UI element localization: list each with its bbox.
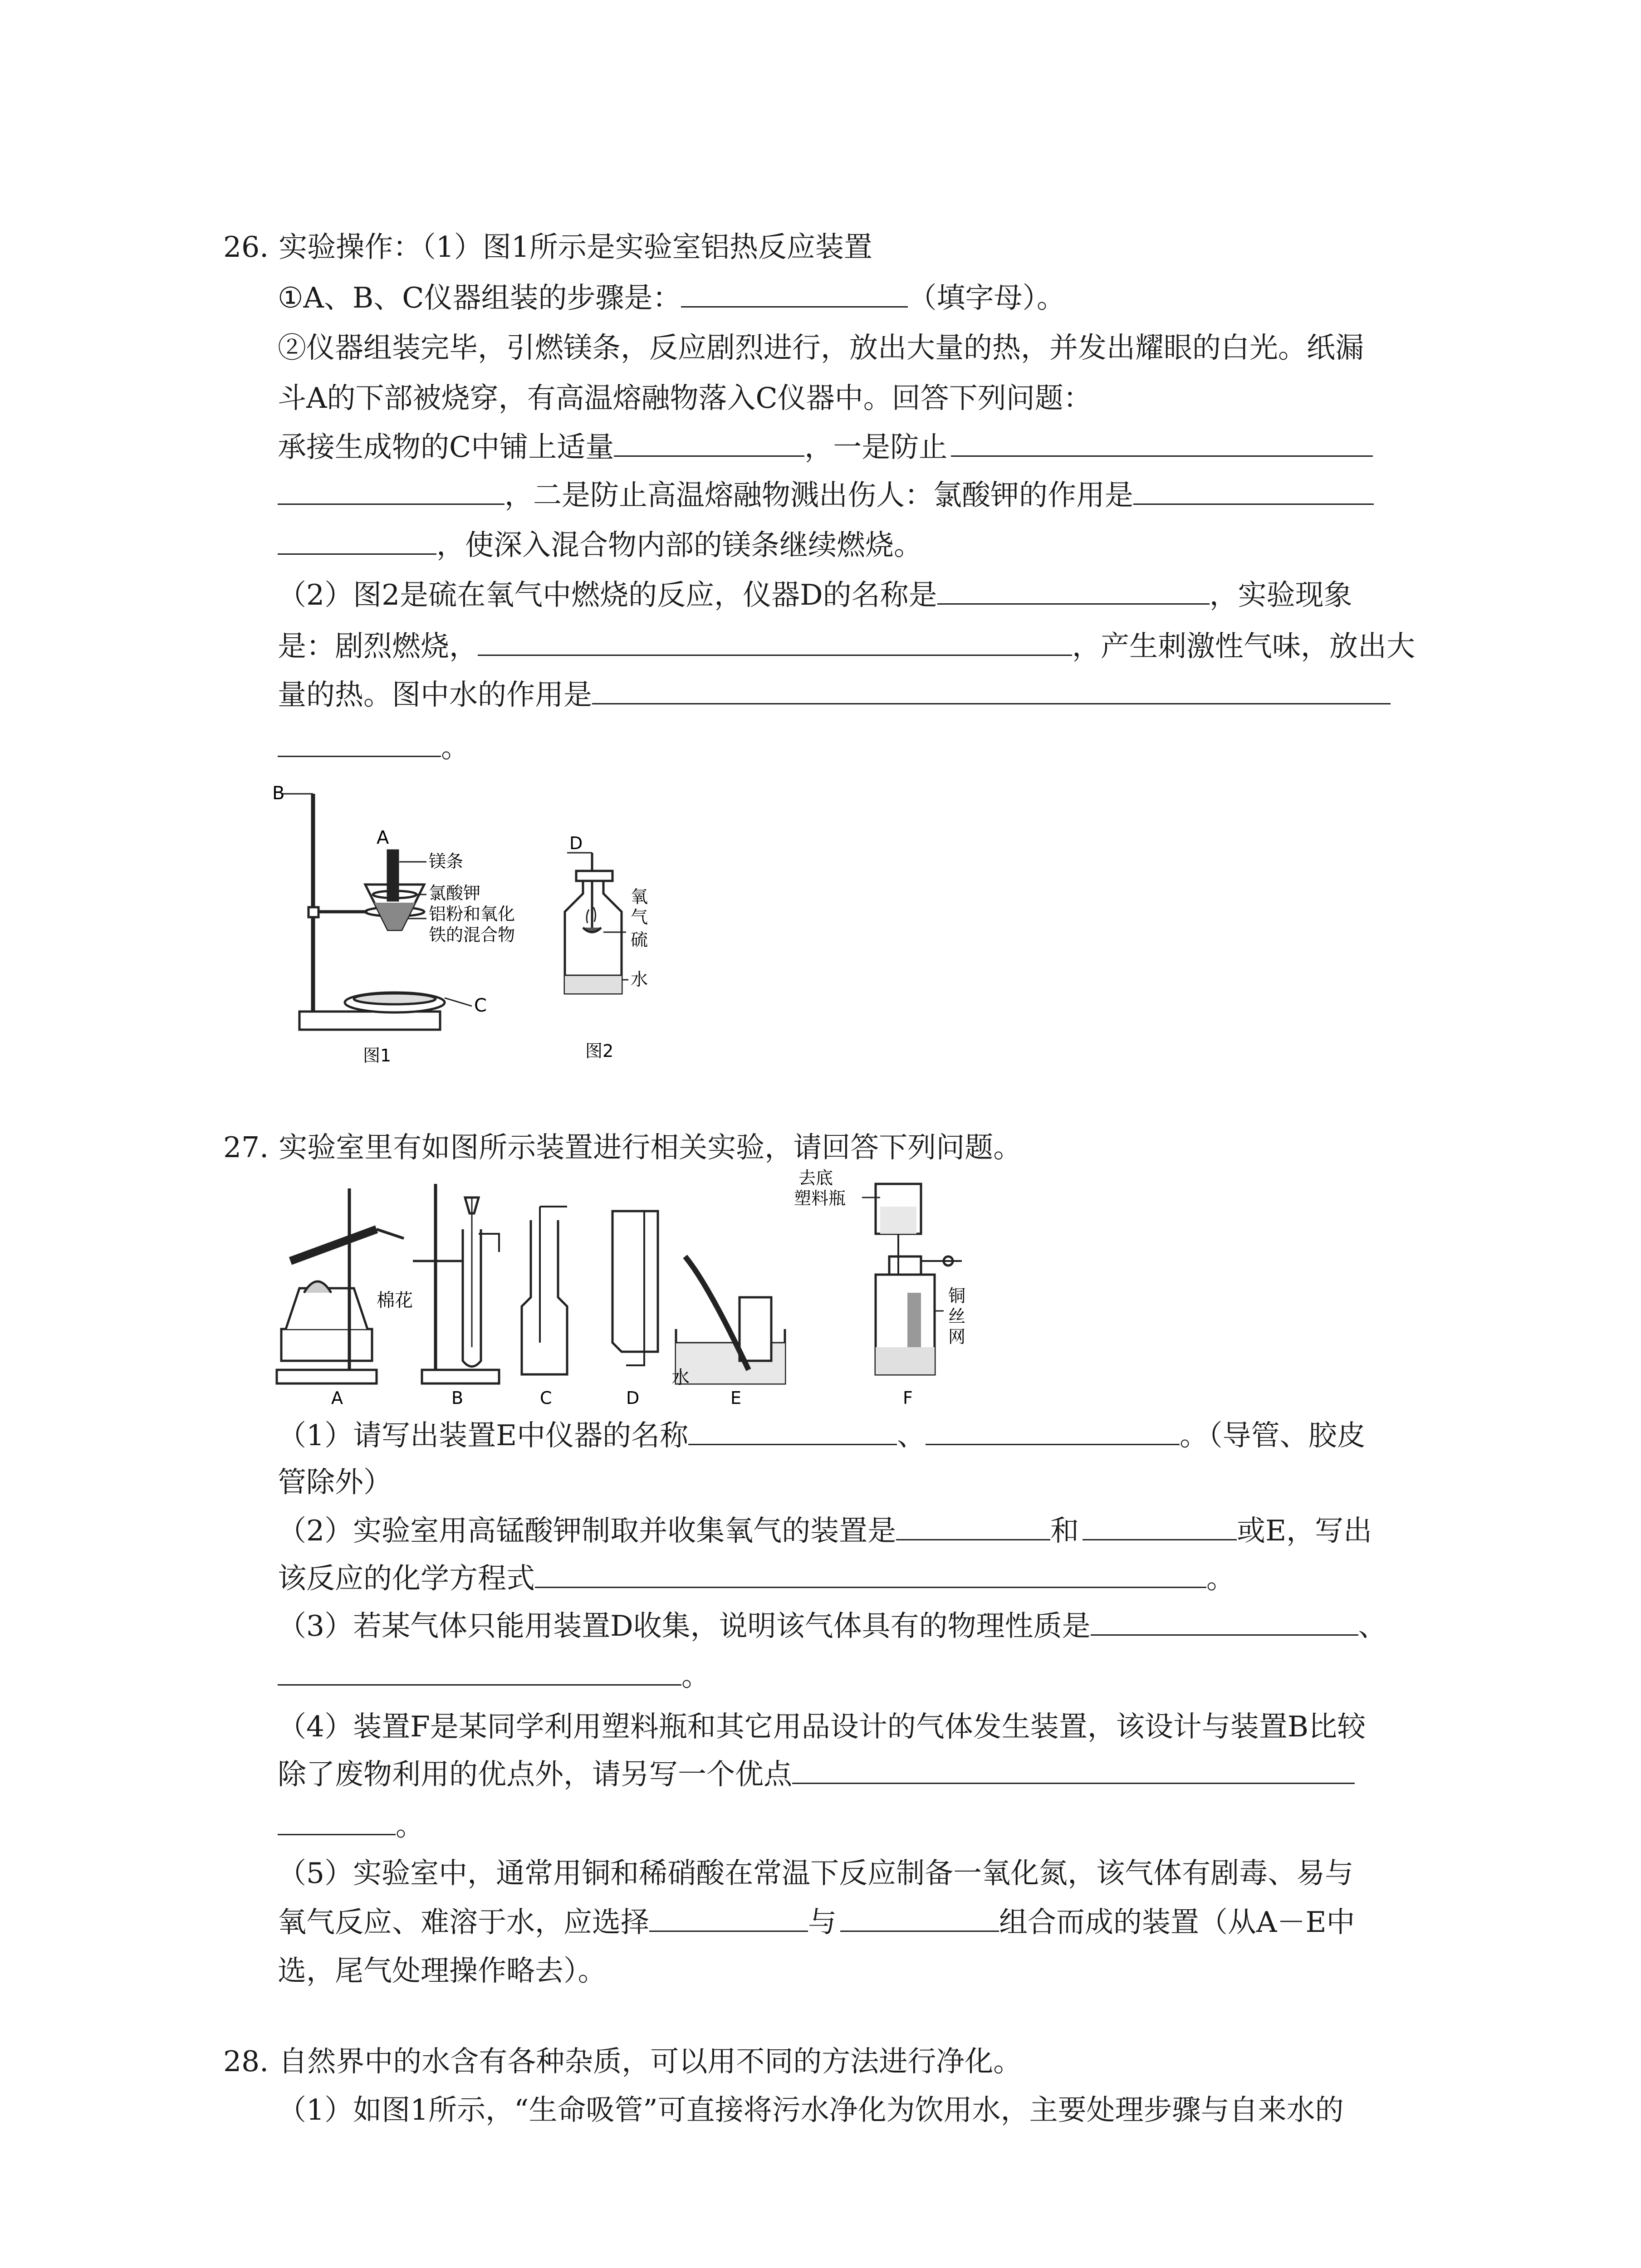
figure-caption: 图2	[585, 1041, 614, 1061]
answer-blank[interactable]	[681, 281, 908, 308]
q27-line-3: 管除外）	[278, 1466, 392, 1499]
label-c: C	[474, 995, 487, 1016]
q27-line-11: （5）实验室中，通常用铜和稀硝酸在常温下反应制备一氧化氮，该气体有剧毒、易与	[278, 1857, 1354, 1890]
q27-line-9: 除了废物利用的优点外，请另写一个优点	[278, 1756, 1355, 1793]
label-copper-1: 铜	[948, 1286, 966, 1306]
q27-line-8: （4）装置F是某同学利用塑料瓶和其它用品设计的气体发生装置，该设计与装置B比较	[278, 1710, 1366, 1743]
label-bottomless-2: 塑料瓶	[794, 1188, 846, 1208]
figure-2-sulfur-combustion	[558, 833, 694, 1070]
label-d: D	[569, 833, 583, 853]
label-magnesium: 镁条	[429, 851, 464, 871]
q26-line-3: ②仪器组装完毕，引燃镁条，反应剧烈进行，放出大量的热，并发出耀眼的白光。纸漏	[278, 331, 1364, 364]
q27-line-4: （2）实验室用高锰酸钾制取并收集氧气的装置是 和 或E，写出	[278, 1514, 1372, 1547]
q27-line-13: 选，尾气处理操作略去）。	[278, 1954, 607, 1987]
q26-line-1: 26. 实验操作：（1）图1所示是实验室铝热反应装置	[223, 230, 872, 264]
label-sulfur: 硫	[631, 930, 648, 950]
label-b: B	[451, 1388, 464, 1408]
label-oxygen-1: 氧	[631, 887, 648, 907]
label-bottomless-1: 去底	[798, 1168, 833, 1188]
answer-blank[interactable]	[951, 430, 1373, 457]
answer-blank[interactable]	[896, 1514, 1050, 1540]
answer-blank[interactable]	[278, 730, 441, 757]
label-f: F	[903, 1388, 913, 1408]
answer-blank[interactable]	[478, 629, 1072, 656]
answer-blank[interactable]	[278, 528, 436, 555]
q27-line-12: 氧气反应、难溶于水，应选择 与 组合而成的装置（从A－E中	[278, 1906, 1355, 1939]
q26-line-9: 是：剧烈燃烧， ，产生刺激性气味，放出大	[278, 630, 1415, 663]
answer-blank[interactable]	[278, 478, 505, 505]
label-d: D	[626, 1388, 640, 1408]
q26-line-6: ，二是防止高温熔融物溅出伤人：氯酸钾的作用是	[278, 477, 1374, 513]
q27-line-7: 。	[278, 1658, 710, 1694]
answer-blank[interactable]	[278, 1809, 396, 1835]
q27-line-6: （3）若某气体只能用装置D收集，说明该气体具有的物理性质是 、	[278, 1609, 1387, 1642]
label-oxygen-2: 气	[631, 907, 648, 927]
label-water: 水	[671, 1367, 690, 1388]
question-number: 27.	[223, 1131, 269, 1164]
q27-line-1: 27. 实验室里有如图所示装置进行相关实验，请回答下列问题。	[223, 1131, 1022, 1164]
label-cotton: 棉花	[377, 1290, 413, 1311]
answer-blank[interactable]	[535, 1561, 1206, 1588]
answer-blank[interactable]	[592, 678, 1391, 704]
label-a: A	[331, 1388, 343, 1408]
q27-line-5: 该反应的化学方程式 。	[278, 1562, 1235, 1595]
answer-blank[interactable]	[926, 1418, 1180, 1445]
figure-caption: 图1	[363, 1046, 392, 1066]
answer-blank[interactable]	[614, 430, 804, 457]
q26-line-11: 。	[278, 729, 470, 766]
answer-blank[interactable]	[688, 1418, 897, 1445]
answer-blank[interactable]	[278, 1659, 681, 1686]
label-water: 水	[631, 969, 648, 989]
label-a: A	[377, 827, 389, 848]
label-b: B	[272, 783, 285, 804]
q27-line-2: （1）请写出装置E中仪器的名称 、 。（导管、胶皮	[278, 1419, 1366, 1452]
question-number: 26.	[223, 230, 269, 264]
answer-blank[interactable]	[937, 578, 1210, 605]
q26-line-10: 量的热。图中水的作用是	[278, 677, 1391, 713]
label-kclo3: 氯酸钾	[429, 883, 481, 903]
q26-line-7: ，使深入混合物内部的镁条继续燃烧。	[278, 527, 922, 563]
q27-line-10: 。	[278, 1808, 424, 1844]
answer-blank[interactable]	[649, 1905, 808, 1932]
label-c: C	[540, 1388, 552, 1408]
q28-line-1: 28. 自然界中的水含有各种杂质，可以用不同的方法进行净化。	[223, 2045, 1022, 2078]
q26-line-4: 斗A的下部被烧穿，有高温熔融物落入C仪器中。回答下列问题：	[278, 381, 1092, 415]
q26-line-2: ①A、B、C仪器组装的步骤是： （填字母）。	[278, 281, 1065, 314]
q28-line-2: （1）如图1所示，“生命吸管”可直接将污水净化为饮用水，主要处理步骤与自来水的	[278, 2093, 1344, 2126]
figure-1-thermite-apparatus	[272, 776, 599, 1066]
label-mixture-1: 铝粉和氧化	[429, 904, 515, 924]
answer-blank[interactable]	[1091, 1609, 1358, 1636]
answer-blank[interactable]	[1133, 478, 1374, 505]
figure-apparatus-a-to-f	[272, 1170, 1043, 1411]
answer-blank[interactable]	[1083, 1514, 1237, 1540]
label-mixture-2: 铁的混合物	[429, 925, 515, 945]
answer-blank[interactable]	[840, 1905, 999, 1932]
question-number: 28.	[223, 2045, 269, 2078]
q26-line-8: （2）图2是硫在氧气中燃烧的反应，仪器D的名称是 ，实验现象	[278, 578, 1352, 611]
q26-line-5: 承接生成物的C中铺上适量 ，一是防止	[278, 429, 1373, 465]
label-copper-3: 网	[948, 1327, 966, 1347]
label-e: E	[730, 1388, 742, 1408]
answer-blank[interactable]	[792, 1757, 1355, 1784]
label-copper-2: 丝	[948, 1306, 966, 1326]
